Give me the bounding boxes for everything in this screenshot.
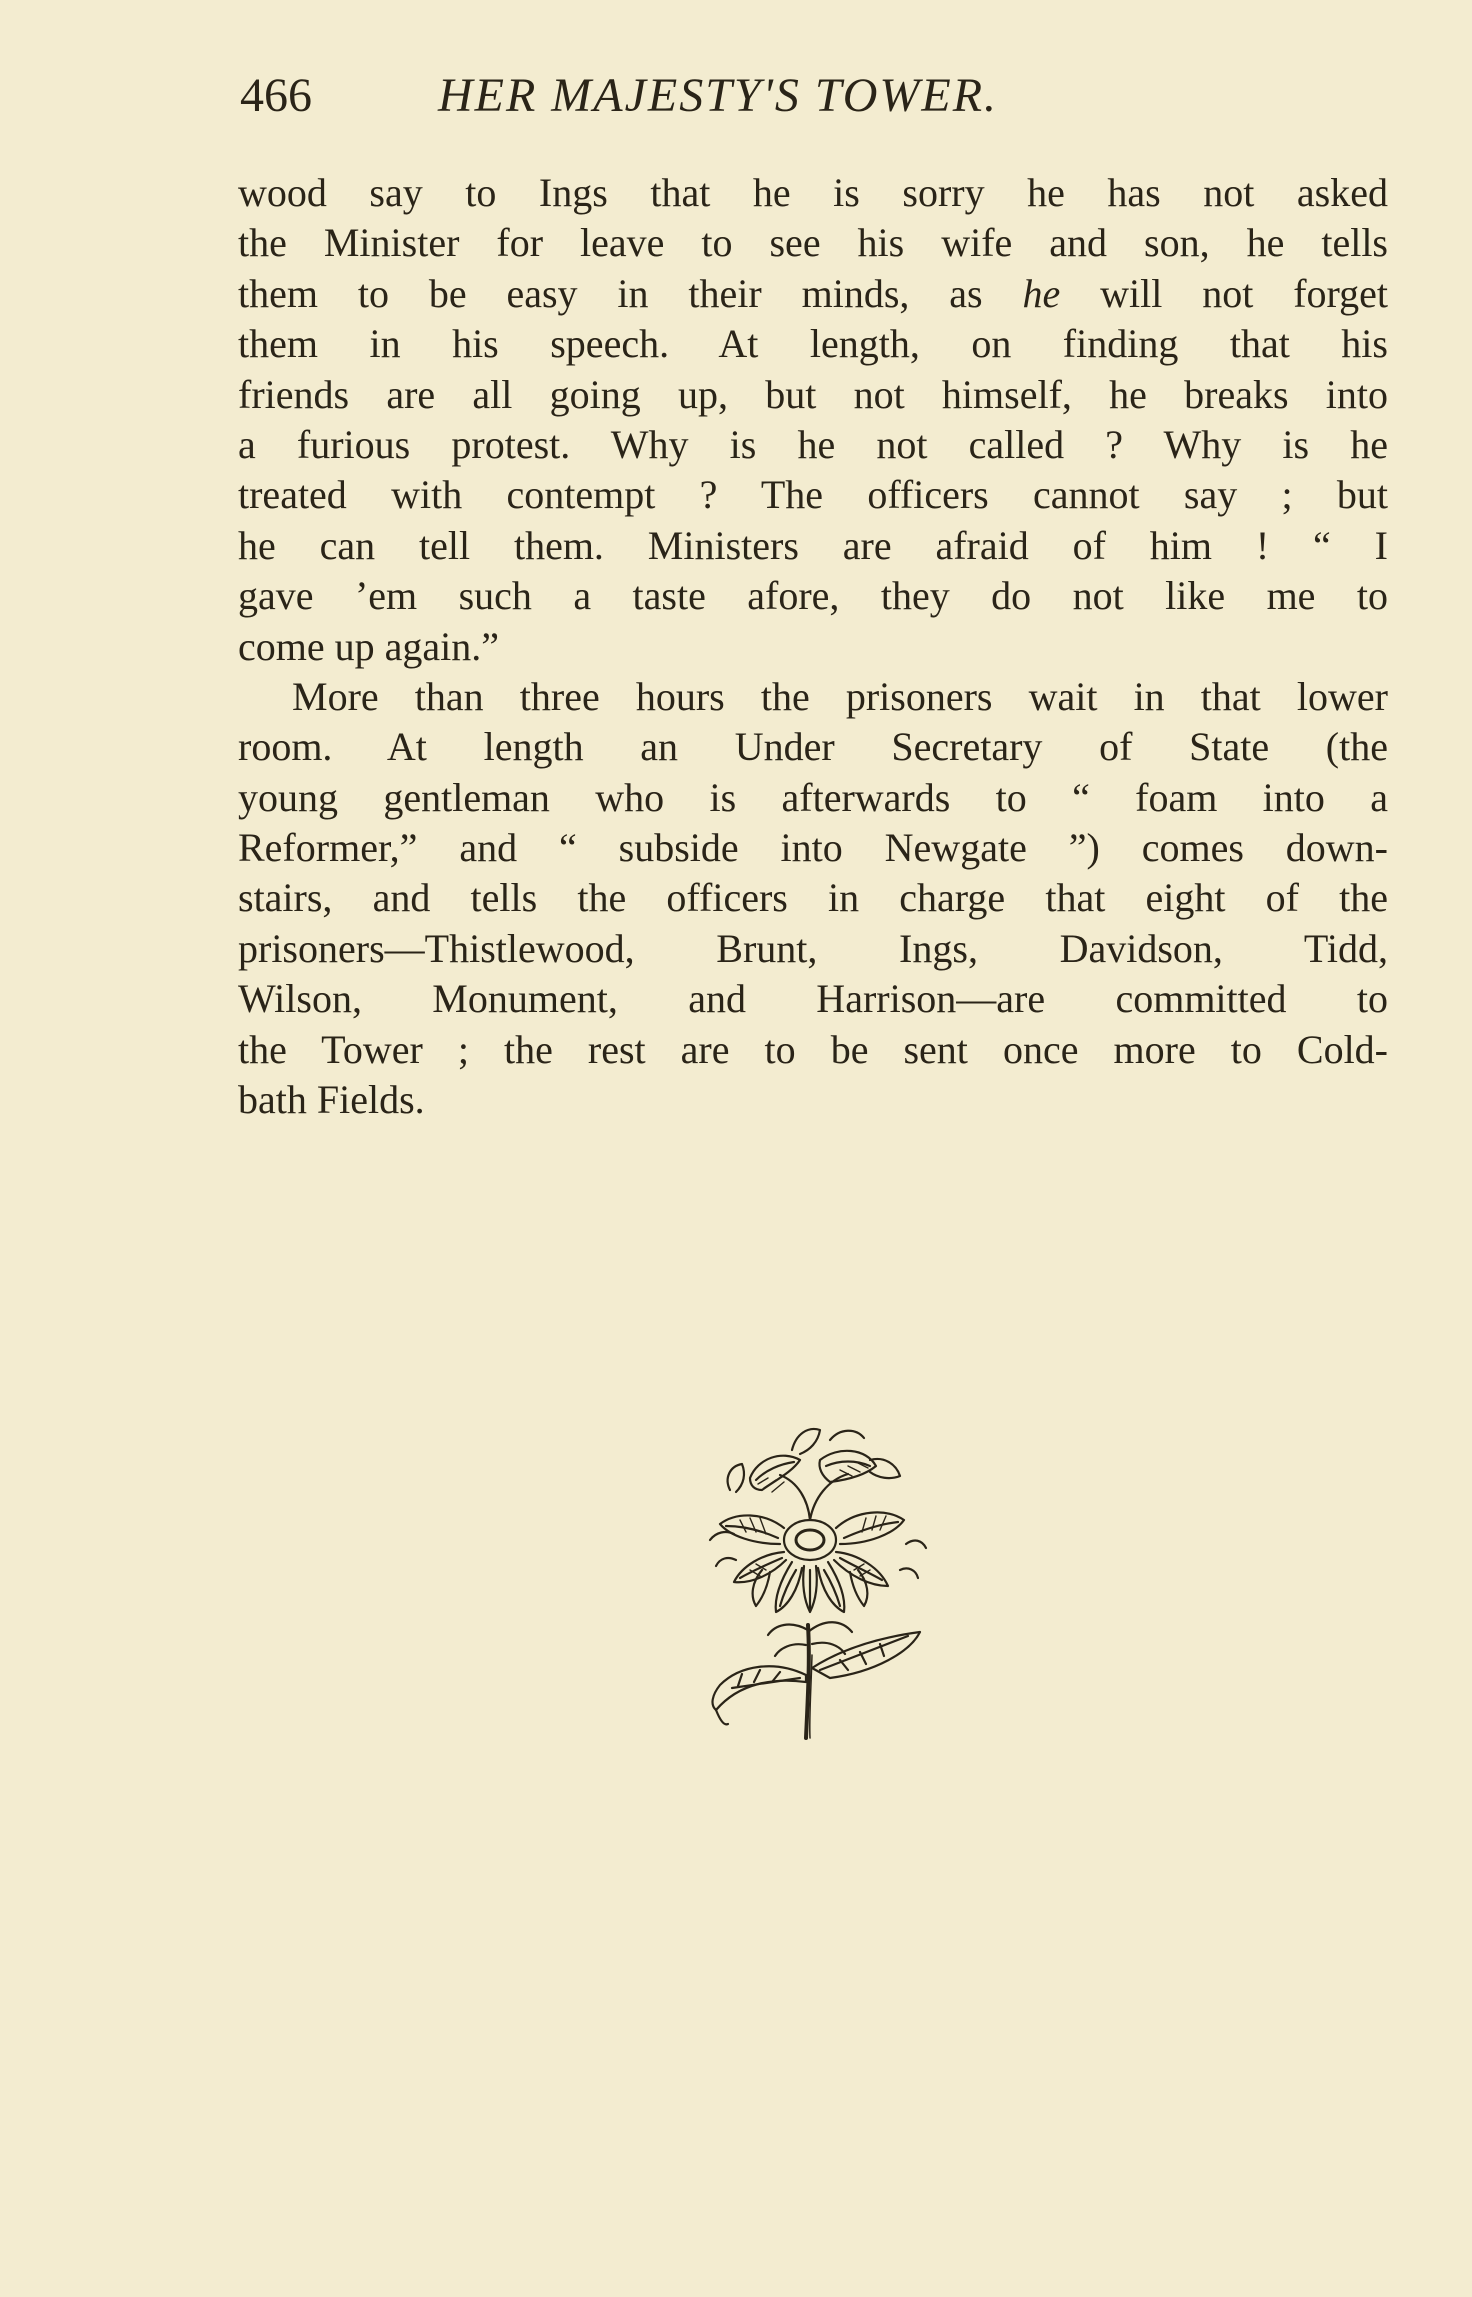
text-line: them to be easy in their minds, as he will not forget [238, 270, 1389, 316]
text-line: Reformer,” and “ subside into Newgate ”) comes down- [238, 825, 1388, 871]
text-line: room. At length an Under Secretary of State (the [238, 724, 1388, 770]
text-line: young gentleman who is afterwards to “ foam into a [238, 774, 1388, 820]
text-line: them in his speech. At length, on finding that his [238, 321, 1388, 367]
paragraph-2 [238, 672, 1388, 1126]
floral-tailpiece-icon [680, 1420, 950, 1750]
text-line: Wilson, Monument, and Harrison—are committed to [238, 976, 1388, 1022]
text-line: come up again.” [238, 623, 499, 669]
text-line: he can tell them. Ministers are afraid of him ! “ I [238, 522, 1388, 568]
text-line: bath Fields. [238, 1077, 425, 1123]
text-line: More than three hours the prisoners wait in that lower [292, 673, 1388, 719]
text-line: a furious protest. Why is he not called ? Why is he [238, 421, 1388, 467]
text-line: the Tower ; the rest are to be sent once more to Cold- [238, 1026, 1388, 1072]
emphasis: he [1022, 270, 1061, 316]
page-number: 466 [240, 69, 312, 122]
text-line: the Minister for leave to see his wife and son, he tells [238, 220, 1388, 266]
body-text [238, 168, 1388, 1125]
text-line: gave ’em such a taste afore, they do not like me to [238, 573, 1388, 619]
running-title: HER MAJESTY'S TOWER. [438, 69, 999, 122]
paragraph-1 [238, 168, 1388, 672]
text-line: friends are all going up, but not himself, he breaks into [238, 371, 1388, 417]
text-line: stairs, and tells the officers in charge that eight of the [238, 875, 1388, 921]
text-line: prisoners—Thistlewood, Brunt, Ings, Davidson, Tidd, [238, 925, 1388, 971]
text-line: wood say to Ings that he is sorry he has not asked [238, 170, 1388, 215]
text-line: treated with contempt ? The officers cannot say ; but [238, 472, 1388, 518]
